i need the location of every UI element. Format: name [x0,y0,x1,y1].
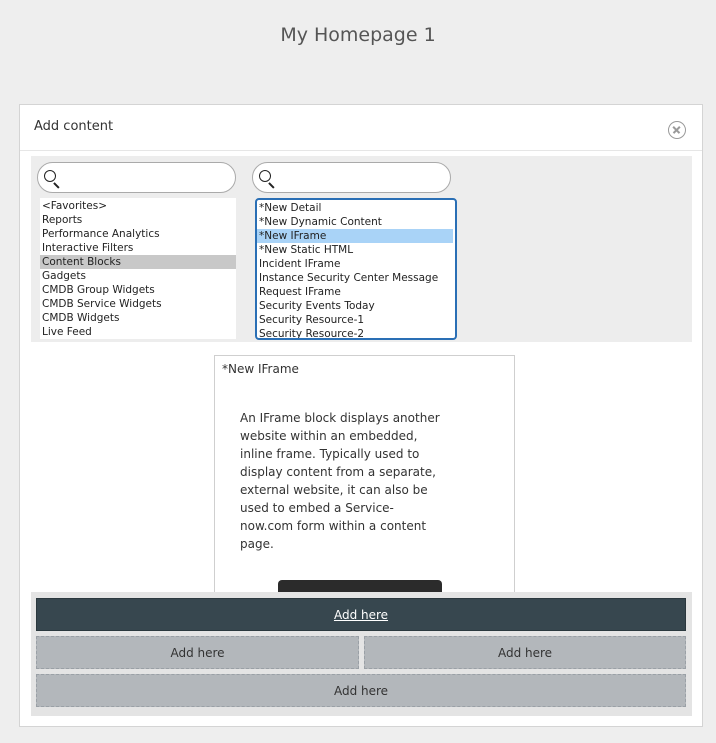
content-picker [31,156,692,342]
block-option[interactable]: Instance Security Center Message [259,272,439,284]
block-option[interactable]: Security Events Today [259,300,375,312]
block-option[interactable]: *New Static HTML [259,244,354,256]
block-search[interactable] [252,162,451,193]
block-option[interactable]: *New Detail [259,202,322,214]
add-here-bottom-zone[interactable]: Add here [36,674,686,707]
add-here-left-zone[interactable]: Add here [36,636,359,669]
category-option[interactable]: Live Feed [42,326,92,338]
category-option[interactable]: CMDB Widgets [42,312,120,324]
block-option[interactable]: *New Dynamic Content [259,216,382,228]
category-option[interactable]: Performance Analytics [42,228,160,240]
category-option[interactable]: <Favorites> [42,200,108,212]
category-option[interactable]: CMDB Group Widgets [42,284,155,296]
category-option[interactable]: Gadgets [42,270,86,282]
drop-zones [31,592,692,716]
category-search[interactable] [37,162,236,193]
block-option[interactable]: Incident IFrame [259,258,341,270]
block-list[interactable] [255,198,457,340]
block-option-selected[interactable]: *New IFrame [257,229,453,243]
close-icon[interactable] [668,121,686,139]
preview-area [31,342,692,592]
block-search-input[interactable] [283,167,443,189]
category-option-selected[interactable]: Content Blocks [40,255,236,269]
add-here-top-zone[interactable]: Add here [36,598,686,631]
preview-title: *New IFrame [222,362,299,376]
preview-description: An IFrame block displays another website within an embedded, inline frame. Typically used to display content from a separate, external website, it can also be used to embed a Service-now.com form within a content page. [240,411,440,551]
category-search-input[interactable] [68,167,228,189]
dialog-header [20,105,702,151]
search-icon [44,170,56,182]
search-icon [259,170,271,182]
preview-action-button[interactable] [278,580,442,592]
add-content-dialog [19,104,703,727]
block-option[interactable]: Security Resource-2 [259,328,365,340]
category-option[interactable]: Reports [42,214,83,226]
block-preview-card [214,355,515,592]
category-list[interactable] [40,198,236,339]
block-option[interactable]: Security Resource-1 [259,314,365,326]
category-option[interactable]: Interactive Filters [42,242,134,254]
add-here-right-zone[interactable]: Add here [364,636,686,669]
page-title: My Homepage 1 [280,24,436,46]
dialog-title: Add content [34,119,114,134]
category-option[interactable]: CMDB Service Widgets [42,298,162,310]
block-option[interactable]: Request IFrame [259,286,341,298]
